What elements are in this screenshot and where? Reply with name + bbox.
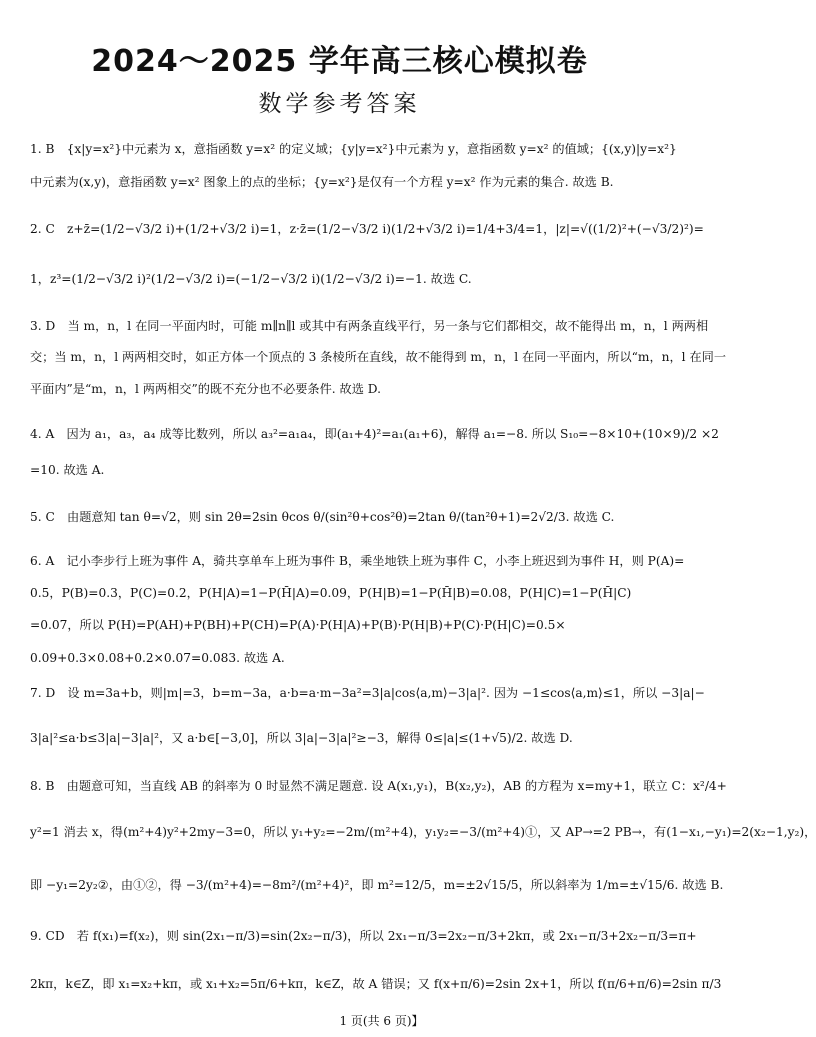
answer-1-line-1: 1. B {x|y=x²}中元素为 x，意指函数 y=x² 的定义域；{y|y=x²}中元素为 y，意指函数 y=x² 的值域；{(x,y)|y=x²} [30,142,677,156]
answer-6-line-2: 0.5，P(B)=0.3，P(C)=0.2，P(H|A)=1−P(H̄|A)=0.09，P(H|B)=1−P(H̄|B)=0.08，P(H|C)=1−P(H̄|C) [30,586,632,600]
answer-3-line-2: 交；当 m，n，l 两两相交时，如正方体一个顶点的 3 条棱所在直线，故不能得到 m，n，l 在同一平面内，所以“m，n，l 在同一 [30,350,727,364]
answer-2-line-2: 1，z³=(1/2−√3/2 i)²(1/2−√3/2 i)=(−1/2−√3/2 i)(1/2−√3/2 i)=−1. 故选 C. [30,272,472,286]
answer-6-line-1: 6. A 记小李步行上班为事件 A，骑共享单车上班为事件 B，乘坐地铁上班为事件 C，小李上班迟到为事件 H，则 P(A)= [30,554,685,568]
answer-key-subtitle: 数学参考答案 [258,91,421,117]
answer-7-line-1: 7. D 设 m=3a+b，则|m|=3，b=m−3a，a·b=a·m−3a²=3|a|cos⟨a,m⟩−3|a|². 因为 −1≤cos⟨a,m⟩≤1，所以 −3|a|− [30,686,705,700]
answer-8-line-1: 8. B 由题意可知，当直线 AB 的斜率为 0 时显然不满足题意. 设 A(x₁,y₁)，B(x₂,y₂)，AB 的方程为 x=my+1，联立 C：x²/4+ [30,779,727,793]
answer-3-line-1: 3. D 当 m，n，l 在同一平面内时，可能 m∥n∥l 或其中有两条直线平行，另一条与它们都相交，故不能得出 m，n，l 两两相 [30,319,709,333]
page-footer: 1 页(共 6 页)】 [339,1014,424,1028]
answer-3-line-3: 平面内”是“m，n，l 两两相交”的既不充分也不必要条件. 故选 D. [30,382,382,396]
answer-6-line-3: =0.07，所以 P(H)=P(AH)+P(BH)+P(CH)=P(A)·P(H|A)+P(B)·P(H|B)+P(C)·P(H|C)=0.5× [30,618,566,632]
answer-4-line-2: =10. 故选 A. [30,463,105,477]
exam-title: 2024～2025 学年高三核心模拟卷 [91,44,588,79]
answer-9-line-2: 2kπ，k∈Z，即 x₁=x₂+kπ，或 x₁+x₂=5π/6+kπ，k∈Z，故 A 错误；又 f(x+π/6)=2sin 2x+1，所以 f(π/6+π/6)=2sin π/3 [30,977,722,991]
answer-6-line-4: 0.09+0.3×0.08+0.2×0.07=0.083. 故选 A. [30,651,285,665]
answer-9-line-1: 9. CD 若 f(x₁)=f(x₂)，则 sin(2x₁−π/3)=sin(2x₂−π/3)，所以 2x₁−π/3=2x₂−π/3+2kπ，或 2x₁−π/3+2x₂−π/3=π+ [30,929,697,943]
answer-8-line-3: 即 −y₁=2y₂②，由①②，得 −3/(m²+4)=−8m²/(m²+4)²，即 m²=12/5，m=±2√15/5，所以斜率为 1/m=±√15/6. 故选 B. [30,878,724,892]
answer-5-line-1: 5. C 由题意知 tan θ=√2，则 sin 2θ=2sin θcos θ/(sin²θ+cos²θ)=2tan θ/(tan²θ+1)=2√2/3. 故选 C. [30,510,615,524]
answer-8-line-2: y²=1 消去 x，得(m²+4)y²+2my−3=0，所以 y₁+y₂=−2m/(m²+4)，y₁y₂=−3/(m²+4)①，又 AP→=2 PB→，有(1−x₁,−y₁)=2(x₂−1,y₂)， [30,825,816,839]
answer-1-line-2: 中元素为(x,y)，意指函数 y=x² 图象上的点的坐标；{y=x²}是仅有一个方程 y=x² 作为元素的集合. 故选 B. [30,175,614,189]
answer-4-line-1: 4. A 因为 a₁，a₃，a₄ 成等比数列，所以 a₃²=a₁a₄，即(a₁+4)²=a₁(a₁+6)，解得 a₁=−8. 所以 S₁₀=−8×10+(10×9)/2 ×2 [30,427,719,441]
answer-7-line-2: 3|a|²≤a·b≤3|a|−3|a|²，又 a·b∈[−3,0]，所以 3|a|−3|a|²≥−3，解得 0≤|a|≤(1+√5)/2. 故选 D. [30,731,573,745]
answer-2-line-1: 2. C z+z̄=(1/2−√3/2 i)+(1/2+√3/2 i)=1，z·z̄=(1/2−√3/2 i)(1/2+√3/2 i)=1/4+3/4=1，|z|=√((1/2)²+(−√3/2)²)= [30,222,704,236]
